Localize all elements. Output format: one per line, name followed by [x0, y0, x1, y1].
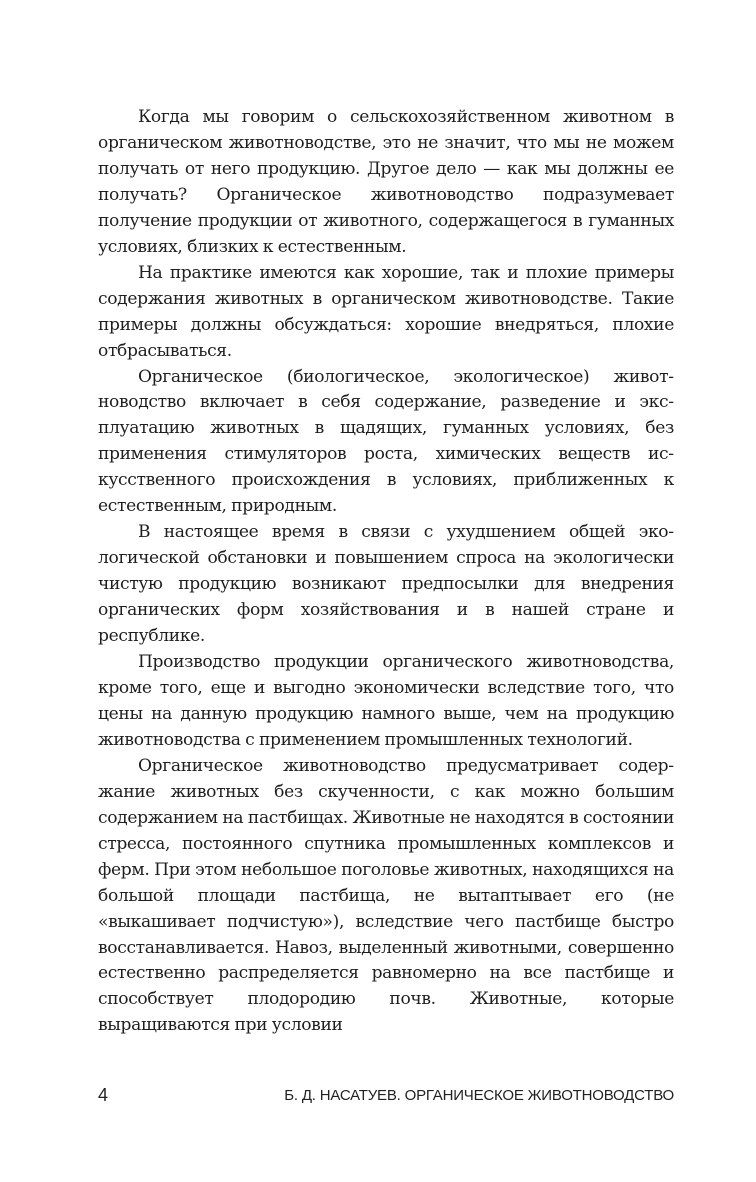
running-title: Б. Д. НАСАТУЕВ. ОРГАНИЧЕСКОЕ ЖИВОТНОВОДСТВО	[284, 1087, 674, 1104]
paragraph-1: Когда мы говорим о сельскохозяйственном животном в органическом животноводстве, это не значит, что мы не можем получать от него продукцию. Другое дело — как мы должны ее получать? Органическое животноводство подразумевает получение продукции от животного, содержащегося в гуманных условиях, близких к естественным.	[98, 107, 674, 257]
paragraph-2: На практике имеются как хорошие, так и плохие примеры содержания животных в органическом животноводстве. Такие примеры должны обсуждаться: хорошие внедряться, плохие отбрасываться.	[98, 262, 674, 361]
paragraph-4: В настоящее время в связи с ухудшением общей экологической обстановки и повышением спроса на экологически чистую продукцию возникают предпосылки для внедрения органических форм хозяйствования и в нашей стране и республике.	[98, 522, 674, 647]
paragraph-5: Производство продукции органического животноводства, кроме того, еще и выгодно экономически вследствие того, что цены на данную продукцию намного выше, чем на продукцию животноводства с применением промышленных технологий.	[98, 652, 674, 750]
paragraph-6: Органическое животноводство предусматривает содержание животных без скученности, с как можно большим содержанием на пастбищах. Животные не находятся в состоянии стресса, постоянного спутника промышленных комплексов и ферм. При этом небольшое поголовье животных, находящихся на большой площади пастбища, не вытаптывает его (не «выкашивает подчистую»), вследствие чего пастбище быстро восстанавливается. Навоз, выделенный животными, совершенно естественно распределяется равномерно на все пастбище и способствует плодородию почв. Животные, которые выращиваются при условии	[98, 755, 674, 1036]
paragraph-3: Органическое (биологическое, экологическое) животноводство включает в себя содержание, разведение и эксплуатацию животных в щадящих, гуманных условиях, без применения стимуляторов роста, химических веществ искусственного происхождения в условиях, приближенных к естественным, природным.	[98, 366, 674, 517]
page-number: 4	[98, 1085, 109, 1105]
body-text	[98, 105, 674, 1039]
page-footer	[98, 1084, 674, 1108]
